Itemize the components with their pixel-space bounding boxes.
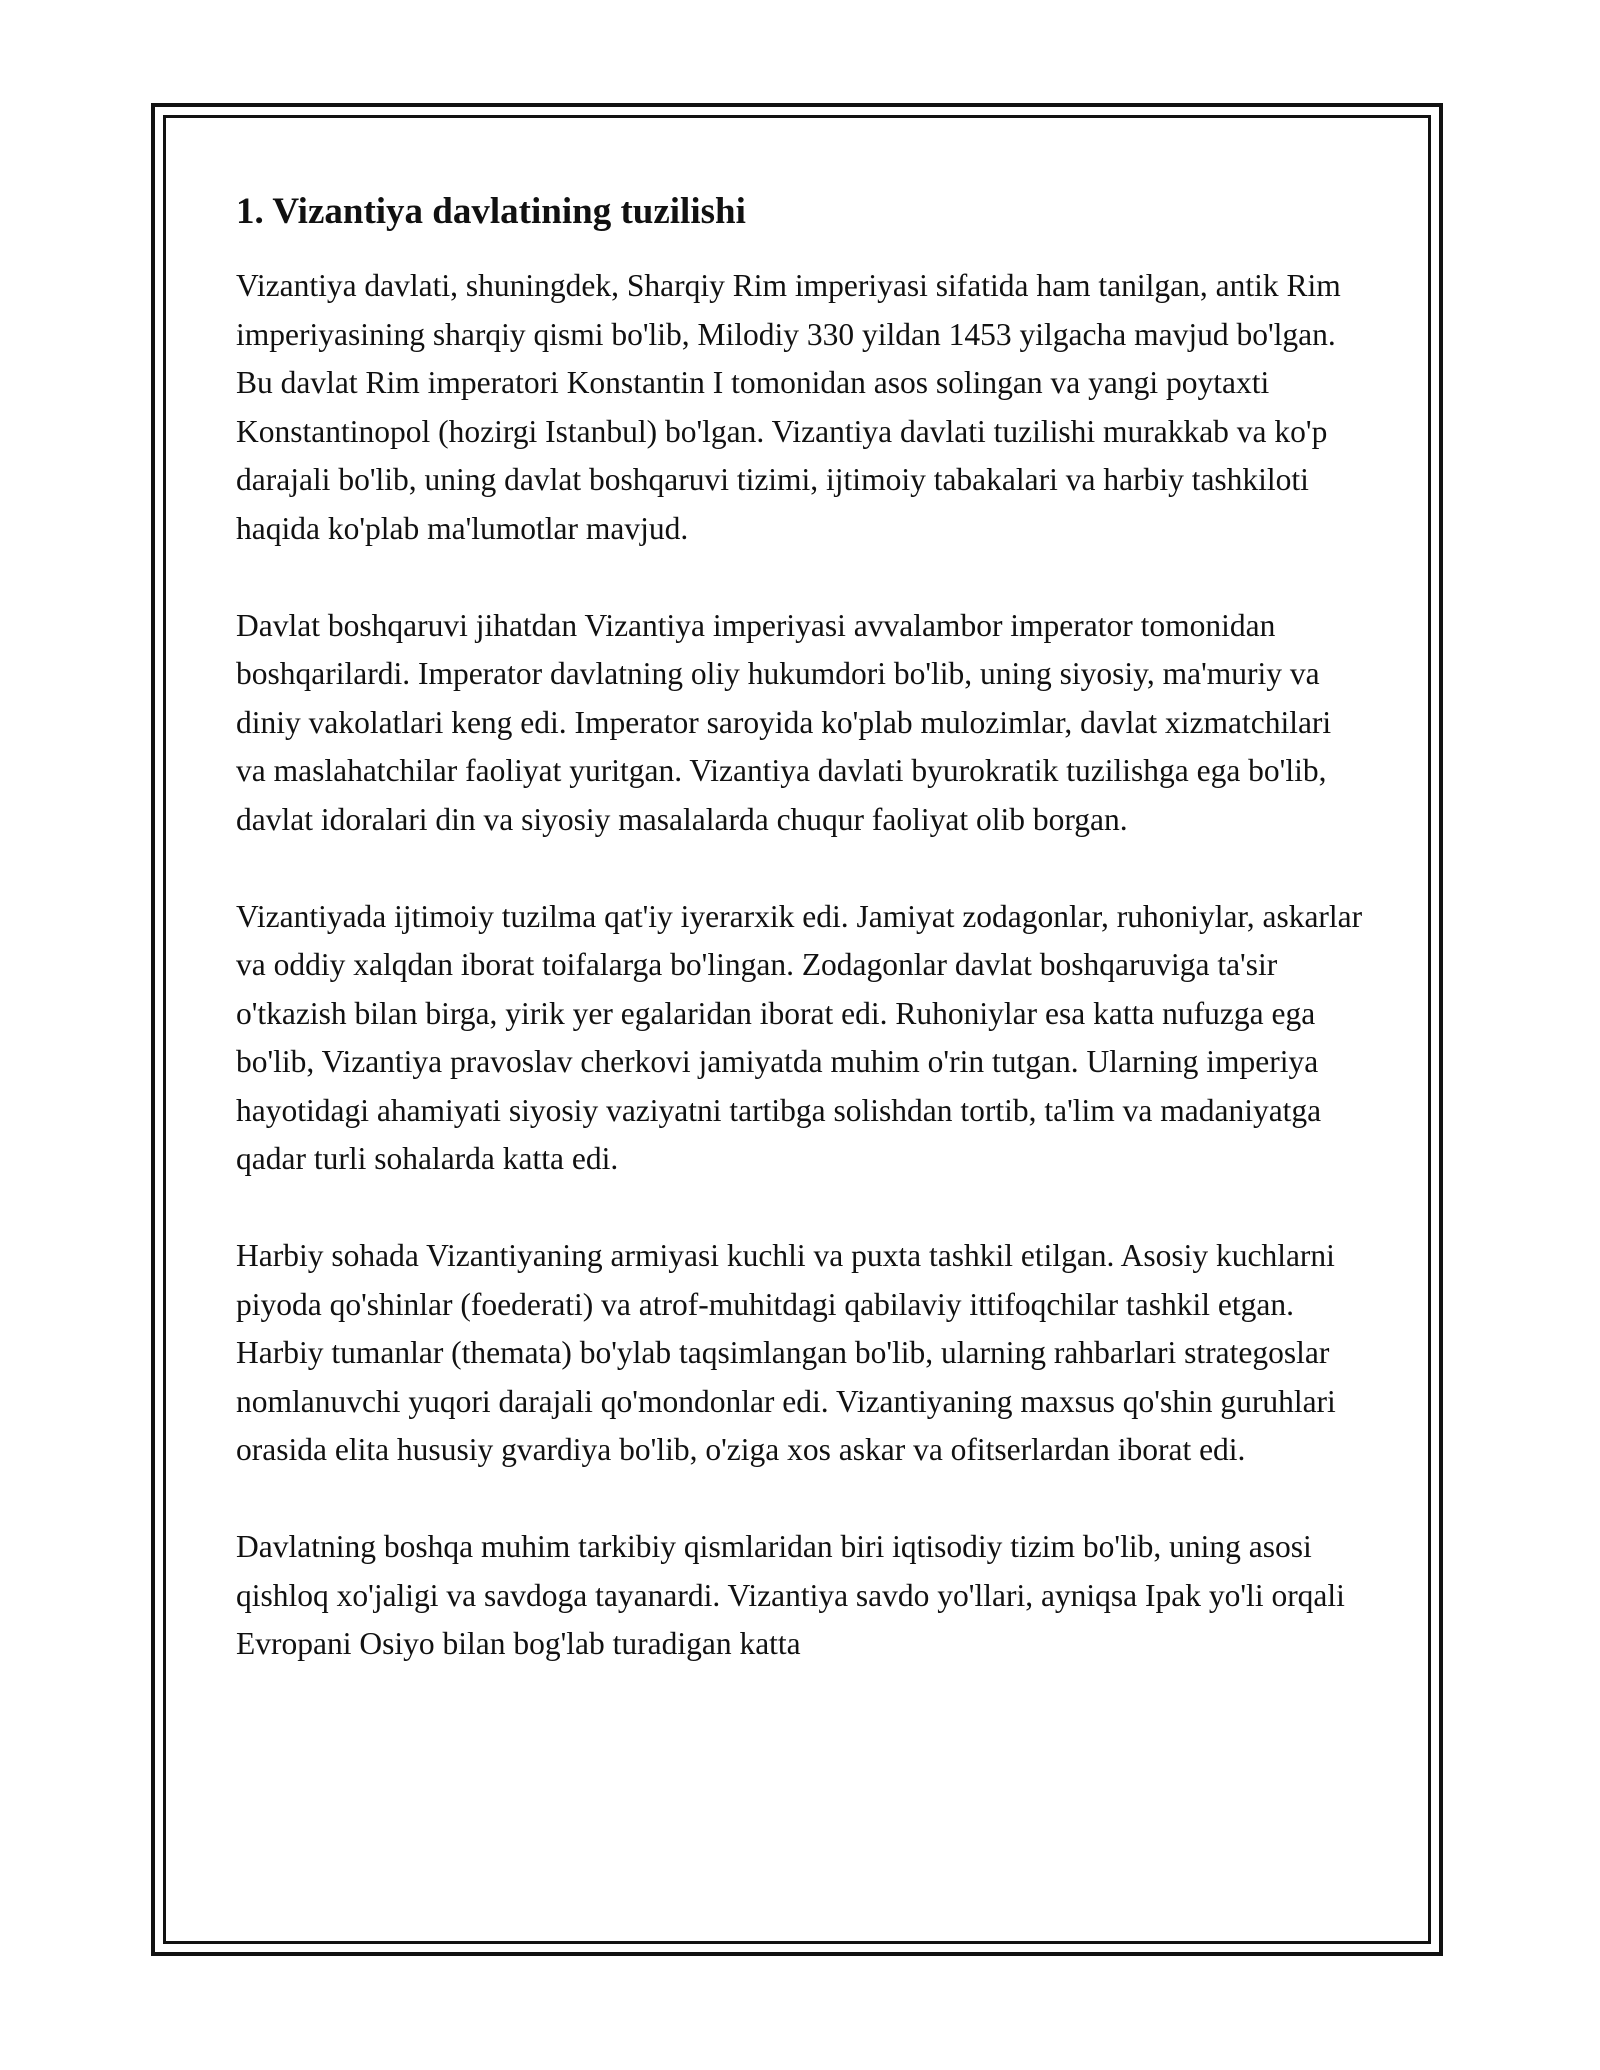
- paragraph: Vizantiyada ijtimoiy tuzilma qat'iy iyerarxik edi. Jamiyat zodagonlar, ruhoniylar, askarlar va oddiy xalqdan iborat toifalarga bo'lingan. Zodagonlar davlat boshqaruviga ta'sir o'tkazish bilan birga, yirik yer egalaridan iborat edi. Ruhoniylar esa katta nufuzga ega bo'lib, Vizantiya pravoslav cherkovi jamiyatda muhim o'rin tutgan. Ularning imperiya hayotidagi ahamiyati siyosiy vaziyatni tartibga solishdan tortib, ta'lim va madaniyatga qadar turli sohalarda katta edi.: [236, 898, 1363, 1176]
- paragraph: Vizantiya davlati, shuningdek, Sharqiy Rim imperiyasi sifatida ham tanilgan, antik Rim imperiyasining sharqiy qismi bo'lib, Milodiy 330 yildan 1453 yilgacha mavjud bo'lgan. Bu davlat Rim imperatori Konstantin I tomonidan asos solingan va yangi poytaxti Konstantinopol (hozirgi Istanbul) bo'lgan. Vizantiya davlati tuzilishi murakkab va ko'p darajali bo'lib, uning davlat boshqaruvi tizimi, ijtimoiy tabakalari va harbiy tashkiloti haqida ko'plab ma'lumotlar mavjud.: [236, 268, 1341, 546]
- section-heading: 1. Vizantiya davlatining tuzilishi: [236, 191, 746, 232]
- document-body: [236, 190, 1366, 1717]
- paragraph: Davlatning boshqa muhim tarkibiy qismlaridan biri iqtisodiy tizim bo'lib, uning asosi qishloq xo'jaligi va savdoga tayanardi. Vizantiya savdo yo'llari, ayniqsa Ipak yo'li orqali Evropani Osiyo bilan bog'lab turadigan katta: [236, 1529, 1345, 1661]
- paragraph: Harbiy sohada Vizantiyaning armiyasi kuchli va puxta tashkil etilgan. Asosiy kuchlarni piyoda qo'shinlar (foederati) va atrof-muhitdagi qabilaviy ittifoqchilar tashkil etgan. Harbiy tumanlar (themata) bo'ylab taqsimlangan bo'lib, ularning rahbarlari strategoslar nomlanuvchi yuqori darajali qo'mondonlar edi. Vizantiyaning maxsus qo'shin guruhlari orasida elita hususiy gvardiya bo'lib, o'ziga xos askar va ofitserlardan iborat edi.: [236, 1238, 1336, 1467]
- paragraph: Davlat boshqaruvi jihatdan Vizantiya imperiyasi avvalambor imperator tomonidan boshqarilardi. Imperator davlatning oliy hukumdori bo'lib, uning siyosiy, ma'muriy va diniy vakolatlari keng edi. Imperator saroyida ko'plab mulozimlar, davlat xizmatchilari va maslahatchilar faoliyat yuritgan. Vizantiya davlati byurokratik tuzilishga ega bo'lib, davlat idoralari din va siyosiy masalalarda chuqur faoliyat olib borgan.: [236, 607, 1332, 837]
